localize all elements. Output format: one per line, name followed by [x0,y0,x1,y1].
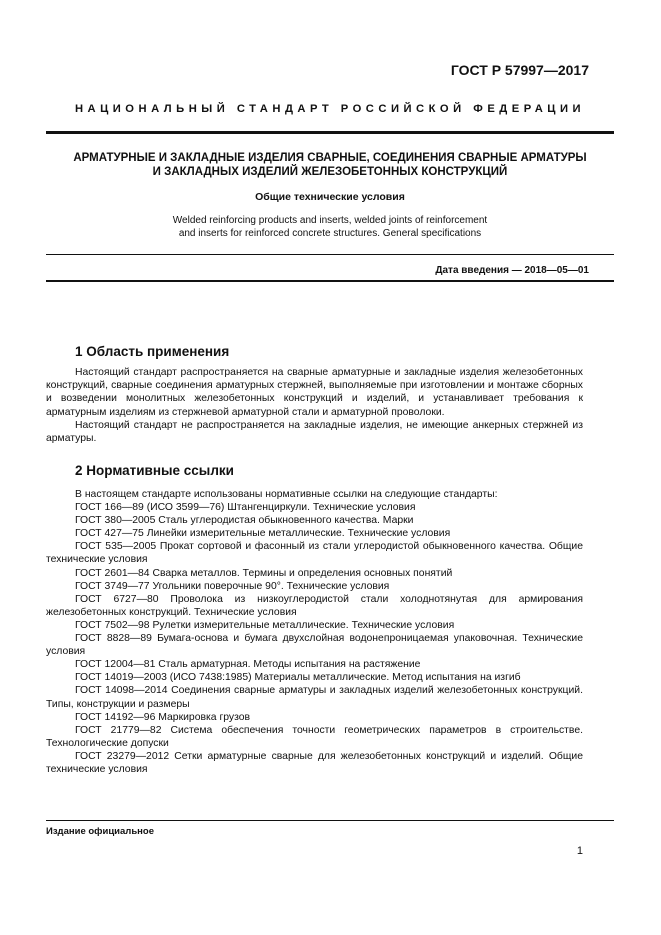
reference-item: ГОСТ 6727—80 Проволока из низкоуглеродистой стали холоднотянутая для армирования железобетонных конструкций. Технические условия [46,593,583,618]
title-line-2: И ЗАКЛАДНЫХ ИЗДЕЛИЙ ЖЕЛЕЗОБЕТОННЫХ КОНСТРУКЦИЙ [152,166,508,178]
reference-item: ГОСТ 2601—84 Сварка металлов. Термины и определения основных понятий [75,567,453,579]
section-1-paragraph-1: Настоящий стандарт распространяется на сварные арматурные и закладные изделия железобетонных конструкций, сварные соединения арматурных стержней, выполняемые при изготовлении и монтаже сборных и возведении монолитных железобетонных конструкций и изделий, и устанавливает требования к арматурным изделиям из стержневой арматурной стали и арматурной проволоки. [46,367,583,418]
title-line-1: АРМАТУРНЫЕ И ЗАКЛАДНЫЕ ИЗДЕЛИЯ СВАРНЫЕ, СОЕДИНЕНИЯ СВАРНЫЕ АРМАТУРЫ [73,152,587,164]
page-number: 1 [576,845,583,857]
divider-middle [46,254,614,255]
national-standard-heading: НАЦИОНАЛЬНЫЙ СТАНДАРТ РОССИЙСКОЙ ФЕДЕРАЦИИ [74,103,586,115]
section-1-heading: 1 Область применения [75,344,230,359]
section-1-body [46,366,583,445]
introduction-date: Дата введения — 2018—05—01 [435,265,589,276]
reference-item: ГОСТ 21779—82 Система обеспечения точности геометрических параметров в строительстве. Технологические допуски [46,724,583,749]
references-intro: В настоящем стандарте использованы нормативные ссылки на следующие стандарты: [75,489,498,500]
reference-item: ГОСТ 14019—2003 (ИСО 7438:1985) Материалы металлические. Метод испытания на изгиб [75,672,521,684]
section-2-heading: 2 Нормативные ссылки [75,463,234,478]
reference-item: ГОСТ 380—2005 Сталь углеродистая обыкновенного качества. Марки [75,515,414,527]
reference-item: ГОСТ 427—75 Линейки измерительные металлические. Технические условия [75,528,451,540]
official-edition-label: Издание официальное [46,826,154,837]
normative-references [46,488,583,776]
reference-item: ГОСТ 3749—77 Угольники поверочные 90°. Технические условия [75,580,390,592]
document-subtitle: Общие технические условия [255,191,405,203]
reference-item: ГОСТ 535—2005 Прокат сортовой и фасонный из стали углеродистой обыкновенного качества. Общие технические условия [46,541,583,566]
reference-item: ГОСТ 12004—81 Сталь арматурная. Методы испытания на растяжение [75,659,421,671]
english-title-line-1: Welded reinforcing products and inserts, welded joints of reinforcement [172,215,488,226]
reference-item: ГОСТ 166—89 (ИСО 3599—76) Штангенциркули. Технические условия [75,502,416,514]
english-title [46,214,614,240]
reference-item: ГОСТ 8828—89 Бумага-основа и бумага двухслойная водонепроницаемая упаковочная. Технические условия [46,633,583,658]
reference-item: ГОСТ 23279—2012 Сетки арматурные сварные для железобетонных конструкций и изделий. Общие технические условия [46,750,583,775]
section-1-paragraph-2: Настоящий стандарт не распространяется на закладные изделия, не имеющие анкерных стержней из арматуры. [46,419,583,445]
english-title-line-2: and inserts for reinforced concrete structures. General specifications [178,228,482,239]
divider-date [46,280,614,282]
divider-footer [46,820,614,821]
reference-item: ГОСТ 7502—98 Рулетки измерительные металлические. Технические условия [75,619,455,631]
reference-item: ГОСТ 14098—2014 Соединения сварные арматуры и закладных изделий железобетонных конструкций. Типы, конструкции и размеры [46,685,583,710]
divider-top [46,131,614,134]
document-title [46,151,614,179]
reference-item: ГОСТ 14192—96 Маркировка грузов [75,711,251,723]
document-code: ГОСТ Р 57997—2017 [450,62,589,78]
